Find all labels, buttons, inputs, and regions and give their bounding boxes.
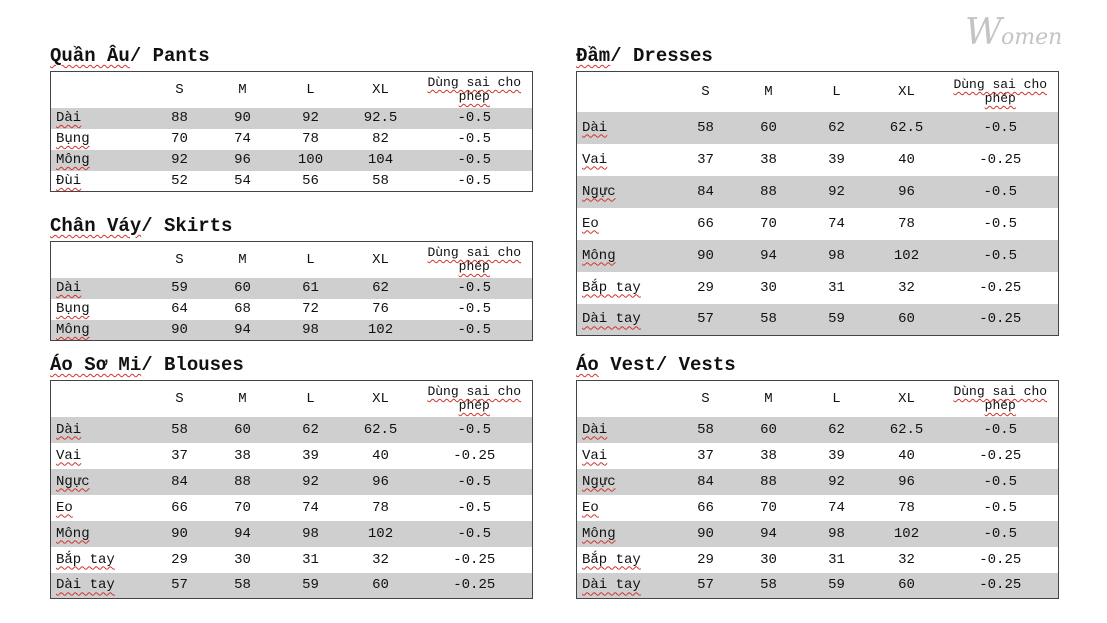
column-header: S [677, 72, 735, 112]
cell-value: 74 [234, 131, 251, 147]
table-row [51, 320, 533, 341]
cell-value: 59 [828, 311, 845, 328]
cell-value: -0.5 [457, 473, 492, 490]
cell-value: 60 [898, 311, 915, 328]
cell-value: 60 [760, 119, 777, 136]
section-title: Đầm/ Dresses [576, 45, 713, 67]
column-header: M [735, 72, 803, 112]
cell-value: 52 [171, 172, 188, 189]
cell-value: 62 [828, 421, 845, 438]
header-blank-cell [51, 381, 151, 417]
row-label: Mông [56, 152, 90, 168]
column-header: S [151, 381, 209, 417]
cell-value: 38 [760, 151, 777, 168]
size-table [576, 71, 1059, 336]
table-row [51, 521, 533, 547]
cell-value: 92 [302, 110, 319, 126]
row-label: Bắp tay [56, 551, 115, 568]
cell-value: 40 [898, 151, 915, 168]
cell-value: 57 [171, 577, 188, 594]
section-title: Áo Vest/ Vests [576, 354, 736, 376]
table-row [577, 547, 1059, 573]
table-header-row [51, 242, 533, 278]
cell-value: 88 [760, 183, 777, 200]
row-label: Bắp tay [582, 279, 641, 296]
table-row [51, 417, 533, 443]
cell-value: 90 [171, 525, 188, 542]
cell-value: 62.5 [889, 119, 924, 136]
women-logo: Women [965, 12, 1063, 53]
cell-value: 96 [234, 152, 251, 168]
cell-value: 68 [234, 301, 251, 317]
cell-value: 39 [828, 151, 845, 168]
cell-value: 92 [828, 473, 845, 490]
cell-value: -0.5 [983, 421, 1018, 438]
column-header: S [677, 381, 735, 417]
size-table [50, 380, 533, 599]
cell-value: 30 [760, 551, 777, 568]
cell-value: 82 [372, 131, 389, 147]
cell-value: 90 [234, 110, 251, 126]
row-label: Dài [56, 280, 82, 296]
row-label: Mông [582, 525, 616, 542]
section-title: Quần Âu/ Pants [50, 45, 210, 67]
row-label: Bụng [56, 131, 90, 147]
cell-value: 40 [372, 447, 389, 464]
cell-value: 94 [760, 525, 777, 542]
cell-value: -0.5 [983, 525, 1018, 542]
cell-value: 58 [234, 577, 251, 594]
table-row [51, 443, 533, 469]
column-header: Dùng sai cho phép [417, 381, 533, 417]
table-row [51, 469, 533, 495]
table-row [577, 417, 1059, 443]
cell-value: 58 [760, 311, 777, 328]
table-row [577, 304, 1059, 336]
cell-value: -0.5 [457, 280, 492, 296]
column-header: S [151, 72, 209, 108]
header-blank-cell [577, 72, 677, 112]
cell-value: 96 [898, 473, 915, 490]
cell-value: 62.5 [889, 421, 924, 438]
cell-value: 78 [372, 499, 389, 516]
size-table [50, 71, 533, 192]
cell-value: 39 [302, 447, 319, 464]
table-row [577, 176, 1059, 208]
row-label: Dài tay [56, 577, 115, 594]
cell-value: 96 [898, 183, 915, 200]
cell-value: -0.5 [457, 421, 492, 438]
column-header: Dùng sai cho phép [417, 72, 533, 108]
cell-value: 90 [697, 247, 714, 264]
cell-value: -0.5 [983, 499, 1018, 516]
cell-value: 76 [372, 301, 389, 317]
cell-value: 102 [893, 525, 920, 542]
cell-value: -0.25 [453, 551, 496, 568]
row-label: Mông [56, 321, 90, 338]
cell-value: 98 [302, 525, 319, 542]
cell-value: -0.5 [457, 172, 492, 189]
cell-value: 60 [234, 280, 251, 296]
table-header-row [51, 381, 533, 417]
cell-value: -0.5 [457, 152, 492, 168]
cell-value: 32 [898, 279, 915, 296]
column-header: XL [345, 381, 417, 417]
table-row [577, 495, 1059, 521]
cell-value: 58 [372, 172, 389, 189]
cell-value: 70 [234, 499, 251, 516]
cell-value: 102 [367, 321, 394, 338]
section-title: Áo Sơ Mi/ Blouses [50, 354, 244, 376]
cell-value: 64 [171, 301, 188, 317]
cell-value: 60 [898, 577, 915, 594]
header-blank-cell [51, 242, 151, 278]
cell-value: 57 [697, 577, 714, 594]
cell-value: 31 [302, 551, 319, 568]
cell-value: 92.5 [363, 110, 398, 126]
row-label: Ngực [582, 183, 616, 200]
cell-value: 84 [171, 473, 188, 490]
cell-value: -0.5 [457, 499, 492, 516]
cell-value: 92 [171, 152, 188, 168]
cell-value: 72 [302, 301, 319, 317]
column-header: Dùng sai cho phép [417, 242, 533, 278]
table-row [51, 299, 533, 320]
cell-value: 59 [171, 280, 188, 296]
cell-value: -0.25 [453, 577, 496, 594]
cell-value: 78 [302, 131, 319, 147]
cell-value: 102 [367, 525, 394, 542]
dresses-section [576, 45, 1059, 336]
cell-value: -0.5 [983, 183, 1018, 200]
column-header: M [209, 242, 277, 278]
column-header: M [209, 72, 277, 108]
cell-value: 62.5 [363, 421, 398, 438]
cell-value: 30 [234, 551, 251, 568]
cell-value: 62 [372, 280, 389, 296]
size-table [576, 380, 1059, 599]
row-label: Eo [56, 499, 73, 516]
table-header-row [51, 72, 533, 108]
cell-value: 58 [171, 421, 188, 438]
column-header: M [209, 381, 277, 417]
row-label: Mông [56, 525, 90, 542]
column-header: XL [871, 72, 943, 112]
cell-value: 37 [171, 447, 188, 464]
table-row [51, 150, 533, 171]
row-label: Dài [582, 119, 608, 136]
row-label: Mông [582, 247, 616, 264]
cell-value: 37 [697, 447, 714, 464]
cell-value: 88 [171, 110, 188, 126]
cell-value: -0.5 [983, 215, 1018, 232]
cell-value: 70 [760, 499, 777, 516]
cell-value: 38 [760, 447, 777, 464]
cell-value: 74 [302, 499, 319, 516]
blouses-section [50, 354, 533, 599]
cell-value: 62 [828, 119, 845, 136]
column-header: XL [345, 72, 417, 108]
cell-value: 58 [697, 421, 714, 438]
cell-value: -0.5 [983, 473, 1018, 490]
column-header: M [735, 381, 803, 417]
cell-value: 100 [297, 152, 324, 168]
cell-value: 40 [898, 447, 915, 464]
cell-value: -0.5 [457, 110, 492, 126]
cell-value: 66 [697, 499, 714, 516]
cell-value: 30 [760, 279, 777, 296]
table-row [51, 495, 533, 521]
row-label: Dài [56, 110, 82, 126]
table-header-row [577, 381, 1059, 417]
cell-value: 98 [302, 321, 319, 338]
cell-value: 96 [372, 473, 389, 490]
cell-value: -0.25 [979, 151, 1022, 168]
row-label: Dài [56, 421, 82, 438]
column-header: Dùng sai cho phép [943, 72, 1059, 112]
cell-value: -0.5 [457, 525, 492, 542]
column-header: L [277, 242, 345, 278]
table-row [577, 443, 1059, 469]
row-label: Vai [582, 447, 608, 464]
column-header: S [151, 242, 209, 278]
cell-value: 94 [234, 321, 251, 338]
row-label: Dài tay [582, 577, 641, 594]
skirts-section [50, 215, 533, 341]
row-label: Eo [582, 215, 599, 232]
table-row [577, 144, 1059, 176]
table-row [577, 208, 1059, 240]
cell-value: 59 [302, 577, 319, 594]
cell-value: 56 [302, 172, 319, 189]
cell-value: -0.5 [983, 247, 1018, 264]
cell-value: 102 [893, 247, 920, 264]
cell-value: 98 [828, 247, 845, 264]
cell-value: 74 [828, 499, 845, 516]
cell-value: -0.25 [979, 551, 1022, 568]
cell-value: 59 [828, 577, 845, 594]
cell-value: -0.5 [457, 131, 492, 147]
cell-value: 57 [697, 311, 714, 328]
cell-value: 94 [760, 247, 777, 264]
cell-value: 92 [828, 183, 845, 200]
cell-value: 70 [760, 215, 777, 232]
cell-value: 61 [302, 280, 319, 296]
row-label: Eo [582, 499, 599, 516]
cell-value: 90 [697, 525, 714, 542]
cell-value: 29 [697, 551, 714, 568]
table-header-row [577, 72, 1059, 112]
cell-value: -0.25 [979, 577, 1022, 594]
cell-value: 104 [367, 152, 394, 168]
cell-value: 37 [697, 151, 714, 168]
cell-value: 66 [697, 215, 714, 232]
cell-value: 31 [828, 279, 845, 296]
row-label: Dài tay [582, 311, 641, 328]
cell-value: 58 [760, 577, 777, 594]
cell-value: 60 [372, 577, 389, 594]
row-label: Ngực [56, 473, 90, 490]
cell-value: 70 [171, 131, 188, 147]
row-label: Bắp tay [582, 551, 641, 568]
cell-value: 78 [898, 499, 915, 516]
cell-value: 38 [234, 447, 251, 464]
header-blank-cell [577, 381, 677, 417]
header-blank-cell [51, 72, 151, 108]
cell-value: 88 [760, 473, 777, 490]
cell-value: 74 [828, 215, 845, 232]
cell-value: 32 [372, 551, 389, 568]
column-header: L [803, 72, 871, 112]
cell-value: -0.5 [457, 321, 492, 338]
column-header: XL [345, 242, 417, 278]
cell-value: 31 [828, 551, 845, 568]
cell-value: 90 [171, 321, 188, 338]
table-row [51, 171, 533, 192]
table-row [51, 108, 533, 129]
row-label: Dài [582, 421, 608, 438]
cell-value: 58 [697, 119, 714, 136]
column-header: L [277, 381, 345, 417]
cell-value: 60 [760, 421, 777, 438]
column-header: L [277, 72, 345, 108]
table-row [51, 547, 533, 573]
table-row [577, 240, 1059, 272]
column-header: Dùng sai cho phép [943, 381, 1059, 417]
row-label: Bụng [56, 301, 90, 317]
row-label: Ngực [582, 473, 616, 490]
cell-value: 78 [898, 215, 915, 232]
table-row [51, 129, 533, 150]
cell-value: -0.5 [457, 301, 492, 317]
cell-value: 98 [828, 525, 845, 542]
pants-section [50, 45, 533, 192]
table-row [51, 573, 533, 599]
cell-value: 54 [234, 172, 251, 189]
cell-value: 29 [171, 551, 188, 568]
row-label: Vai [56, 447, 82, 464]
table-row [577, 469, 1059, 495]
cell-value: 94 [234, 525, 251, 542]
cell-value: -0.25 [979, 311, 1022, 328]
cell-value: 60 [234, 421, 251, 438]
cell-value: -0.25 [453, 447, 496, 464]
table-row [577, 521, 1059, 547]
cell-value: 88 [234, 473, 251, 490]
table-row [577, 112, 1059, 144]
cell-value: -0.25 [979, 279, 1022, 296]
cell-value: 66 [171, 499, 188, 516]
section-title: Chân Váy/ Skirts [50, 215, 233, 237]
cell-value: 29 [697, 279, 714, 296]
cell-value: -0.25 [979, 447, 1022, 464]
cell-value: -0.5 [983, 119, 1018, 136]
column-header: L [803, 381, 871, 417]
cell-value: 62 [302, 421, 319, 438]
table-row [577, 573, 1059, 599]
cell-value: 84 [697, 183, 714, 200]
size-table [50, 241, 533, 341]
cell-value: 92 [302, 473, 319, 490]
table-row [577, 272, 1059, 304]
cell-value: 84 [697, 473, 714, 490]
row-label: Đùi [56, 172, 82, 189]
row-label: Vai [582, 151, 608, 168]
table-row [51, 278, 533, 299]
column-header: XL [871, 381, 943, 417]
vests-section [576, 354, 1059, 599]
cell-value: 32 [898, 551, 915, 568]
cell-value: 39 [828, 447, 845, 464]
